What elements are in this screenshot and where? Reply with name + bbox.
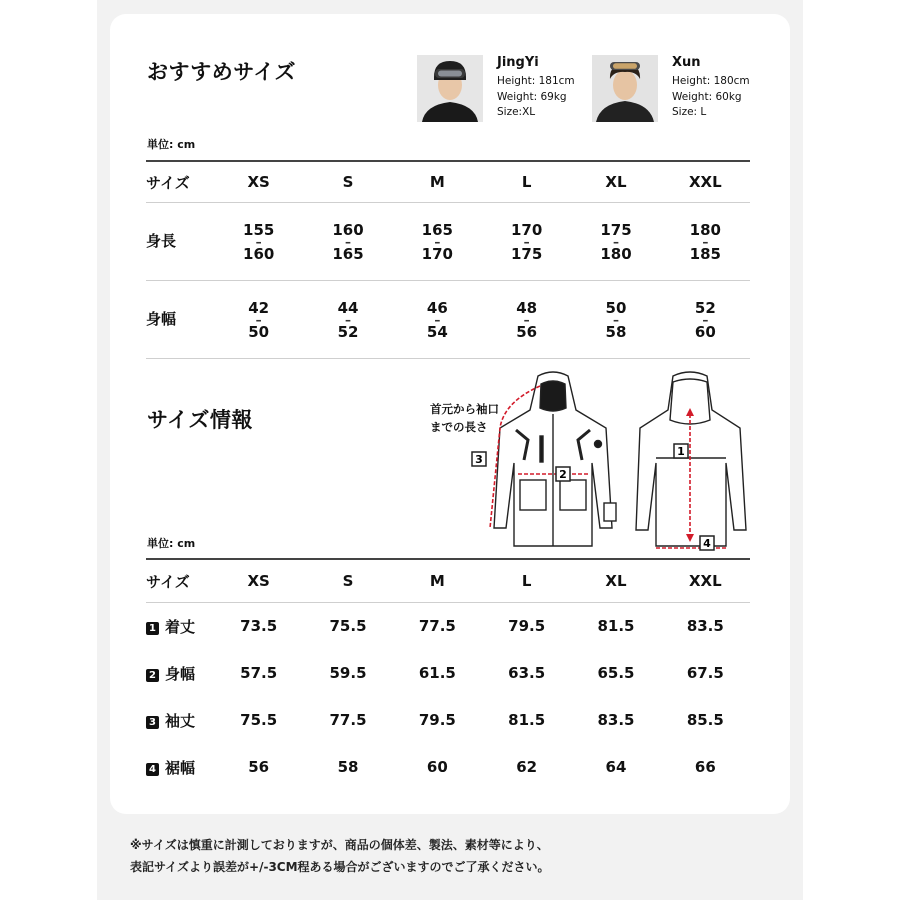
header-xxl: XXL — [688, 572, 722, 590]
model-info — [672, 55, 782, 121]
range-cell: 165 – 170 — [421, 220, 453, 263]
value-cell: 73.5 — [240, 617, 278, 636]
value-cell: 62 — [516, 758, 538, 776]
range-cell: 52 – 60 — [694, 298, 716, 341]
marker-3: 3 — [475, 453, 483, 466]
table-row-sleeve — [146, 697, 750, 744]
footnote-line: 表記サイズより誤差が+/-3CM程ある場合がございますのでご了承ください。 — [130, 860, 550, 874]
jacket-back — [636, 372, 746, 546]
jacket-front — [494, 372, 616, 546]
size-info-table — [146, 558, 750, 791]
header-xl: XL — [605, 572, 627, 590]
value-cell: 66 — [694, 758, 716, 776]
value-cell: 85.5 — [686, 711, 724, 729]
range-cell: 44 – 52 — [337, 298, 359, 341]
footnote — [130, 834, 550, 878]
value-cell: 67.5 — [686, 664, 724, 682]
range-cell: 48 – 56 — [516, 298, 538, 341]
model-info — [497, 55, 607, 121]
model-weight: Weight: 60kg — [672, 90, 742, 103]
header-xl: XL — [605, 173, 627, 191]
marker-1: 1 — [677, 445, 685, 458]
model-photo — [592, 55, 658, 122]
table-header-row — [146, 559, 750, 603]
value-cell: 58 — [337, 758, 359, 776]
table-header-row — [146, 161, 750, 203]
range-cell: 180 – 185 — [689, 220, 721, 263]
value-cell: 75.5 — [329, 617, 367, 636]
range-cell: 175 – 180 — [600, 220, 632, 263]
range-cell: 46 – 54 — [426, 298, 448, 341]
header-l: L — [521, 173, 532, 191]
row-label: 4 裾幅 — [146, 744, 214, 791]
row-label: 1 着丈 — [146, 603, 214, 650]
model-height: Height: 181cm — [497, 75, 575, 87]
footnote-line: ※サイズは慎重に計測しておりますが、商品の個体差、製法、素材等により、 — [130, 838, 549, 852]
number-badge: 3 — [146, 716, 159, 729]
value-cell: 60 — [426, 758, 448, 776]
header-size-label: サイズ — [146, 173, 190, 192]
marker-2: 2 — [559, 468, 567, 481]
value-cell: 61.5 — [418, 664, 456, 682]
value-cell: 63.5 — [508, 664, 546, 682]
header-l: L — [521, 572, 532, 590]
value-cell: 56 — [248, 758, 270, 776]
model-size: Size: L — [672, 106, 707, 118]
info-title: サイズ情報 — [147, 408, 253, 432]
value-cell: 81.5 — [597, 617, 635, 636]
number-badge: 4 — [146, 763, 159, 776]
table-row-height — [146, 203, 750, 281]
recommend-title: おすすめサイズ — [147, 60, 297, 84]
value-cell: 57.5 — [240, 664, 278, 682]
model-photo — [417, 55, 483, 122]
table-row-hem — [146, 744, 750, 791]
model-weight: Weight: 69kg — [497, 90, 567, 103]
value-cell: 64 — [605, 758, 627, 776]
value-cell: 79.5 — [418, 711, 456, 729]
model-height: Height: 180cm — [672, 75, 750, 87]
table-row-length — [146, 603, 750, 650]
range-cell: 50 – 58 — [605, 298, 627, 341]
number-badge: 2 — [146, 669, 159, 682]
value-cell: 59.5 — [329, 664, 367, 682]
value-cell: 65.5 — [597, 664, 635, 682]
value-cell: 77.5 — [329, 711, 367, 729]
table-row-width — [146, 281, 750, 359]
annotation-line: 首元から袖口 — [430, 402, 499, 416]
range-cell: 42 – 50 — [248, 298, 270, 341]
header-size-label: サイズ — [146, 572, 190, 591]
model-name: JingYi — [497, 55, 539, 70]
header-m: M — [429, 173, 445, 191]
model-name: Xun — [672, 55, 701, 70]
number-badge: 1 — [146, 622, 159, 635]
header-m: M — [429, 572, 445, 590]
header-s: S — [342, 572, 354, 590]
header-xs: XS — [247, 173, 270, 191]
row-label: 身長 — [146, 232, 177, 250]
row-label: 2 身幅 — [146, 650, 214, 697]
value-cell: 79.5 — [508, 617, 546, 636]
row-label: 3 袖丈 — [146, 697, 214, 744]
value-cell: 83.5 — [597, 711, 635, 729]
value-cell: 81.5 — [508, 711, 546, 729]
row-label: 身幅 — [146, 310, 177, 328]
recommend-unit: 単位: cm — [147, 138, 196, 151]
table-row-body-width — [146, 650, 750, 697]
recommended-size-table — [146, 160, 750, 359]
header-s: S — [342, 173, 354, 191]
model-size: Size:XL — [497, 106, 536, 118]
value-cell: 83.5 — [686, 617, 724, 636]
range-cell: 160 – 165 — [332, 220, 364, 263]
jacket-diagram — [420, 368, 760, 558]
marker-4: 4 — [703, 537, 711, 550]
range-cell: 170 – 175 — [511, 220, 543, 263]
info-unit: 単位: cm — [147, 537, 196, 550]
range-cell: 155 – 160 — [243, 220, 275, 263]
header-xxl: XXL — [688, 173, 722, 191]
header-xs: XS — [247, 572, 270, 590]
value-cell: 75.5 — [240, 711, 278, 729]
value-cell: 77.5 — [418, 617, 456, 636]
annotation-line: までの長さ — [430, 420, 488, 434]
